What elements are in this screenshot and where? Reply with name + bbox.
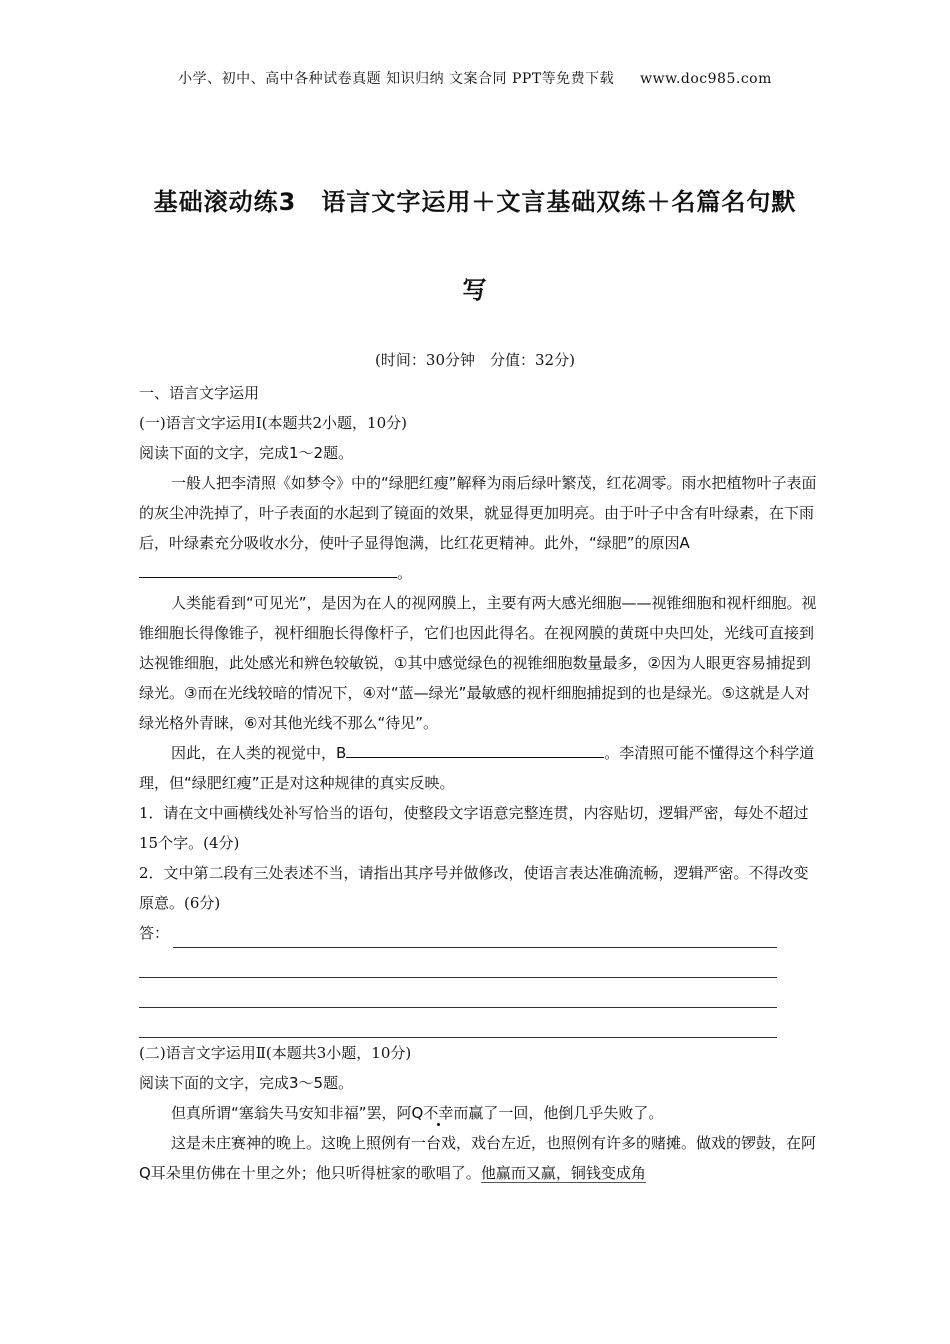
header-text: 小学、初中、高中各种试卷真题 知识归纳 文案合同 PPT等免费下载 <box>178 71 615 87</box>
paragraph-1-end: 。 <box>397 564 413 582</box>
paragraph-3-text-a: 因此，在人类的视觉中，B <box>171 744 347 762</box>
passage-paragraph-4 <box>139 1098 819 1128</box>
header-site: www.doc985.com <box>640 71 772 87</box>
part2-instruction: 阅读下面的文字，完成3～5题。 <box>139 1074 354 1092</box>
page-title-line2: 写 <box>462 276 488 304</box>
underlined-sentence: 他赢而又赢，铜钱变成角 <box>480 1164 646 1182</box>
paragraph-5-text: 这是未庄赛神的晚上。这晚上照例有一台戏，戏台左近，也照例有许多的赌摊。做戏的锣鼓，在阿Q耳朵里仿佛在十里之外；他只听得桩家的歌唱了。 <box>139 1134 817 1182</box>
part1-instruction: 阅读下面的文字，完成1～2题。 <box>139 444 354 462</box>
time-score-info: (时间：30分钟 分值：32分) <box>375 351 575 369</box>
question-2: 2．文中第二段有三处表述不当，请指出其序号并做修改，使语言表达准确流畅，逻辑严密。不得改变原意。(6分) <box>139 864 809 912</box>
answer-line-3[interactable] <box>139 978 777 1008</box>
paragraph-4-text-b: 而赢了一回，他倒几乎失败了。 <box>453 1104 664 1122</box>
paragraph-4-text-a: 但真所谓“塞翁失马安知非福”罢，阿Q <box>171 1104 424 1122</box>
passage-paragraph-2: 人类能看到“可见光”，是因为在人的视网膜上，主要有两大感光细胞——视锥细胞和视杆细胞。视锥细胞长得像锥子，视杆细胞长得像杆子，它们也因此得名。在视网膜的黄斑中央凹处，光线可直接到达视锥细胞，此处感光和辨色较敏锐，①其中感觉绿色的视锥细胞数量最多，②因为人眼更容易捕捉到绿光。③而在光线较暗的情况下，④对“蓝—绿光”最敏感的视杆细胞捕捉到的也是绿光。⑤这就是人对绿光格外青睐，⑥对其他光线不那么“待见”。 <box>139 594 817 732</box>
part1-title: (一)语言文字运用Ⅰ(本题共2小题，10分) <box>139 414 407 432</box>
answer-area <box>139 918 819 948</box>
passage-paragraph-3 <box>139 738 819 798</box>
answer-line-2[interactable] <box>139 948 777 978</box>
paragraph-3-text-b: 。李清照可能不懂得这个科学道理，但“绿肥红瘦”正是对这种规律的真实反映。 <box>139 744 815 792</box>
answer-line-4[interactable] <box>139 1008 777 1038</box>
question-1: 1．请在文中画横线处补写恰当的语句，使整段文字语意完整连贯，内容贴切，逻辑严密，每处不超过15个字。(4分) <box>139 804 809 852</box>
page-header <box>0 68 950 88</box>
main-content <box>139 378 819 1188</box>
dotted-word: 不幸 <box>423 1104 454 1122</box>
answer-line-1[interactable] <box>173 925 777 948</box>
passage-paragraph-1 <box>139 468 819 588</box>
page-title-line1: 基础滚动练3 语言文字运用＋文言基础双练＋名篇名句默 <box>153 188 797 216</box>
passage-paragraph-5 <box>139 1128 819 1188</box>
paragraph-1-text: 一般人把李清照《如梦令》中的“绿肥红瘦”解释为雨后绿叶繁茂，红花凋零。雨水把植物叶子表面的灰尘冲洗掉了，叶子表面的水起到了镜面的效果，就显得更加明亮。由于叶子中含有叶绿素，在下雨后，叶绿素充分吸收水分，使叶子显得饱满，比红花更精神。此外，“绿肥”的原因A <box>139 474 817 552</box>
section-heading: 一、语言文字运用 <box>139 384 260 402</box>
part2-title: (二)语言文字运用Ⅱ(本题共3小题，10分) <box>139 1044 412 1062</box>
blank-a[interactable] <box>139 563 397 578</box>
answer-label: 答： <box>139 924 170 942</box>
blank-b[interactable] <box>346 743 604 758</box>
